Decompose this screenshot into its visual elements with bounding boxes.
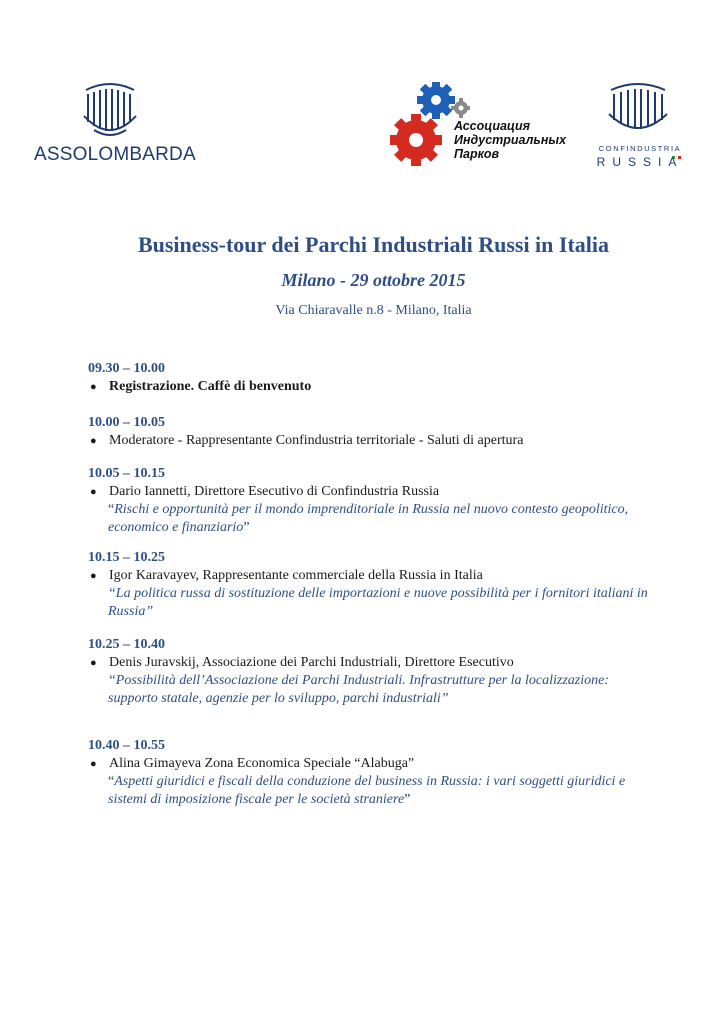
agenda-session bbox=[88, 465, 688, 537]
session-topic: economico e finanziario” bbox=[108, 520, 250, 535]
session-time: 10.00 – 10.05 bbox=[88, 415, 165, 430]
confindustria-russia-logo bbox=[594, 82, 686, 174]
session-topic: “La politica russa di sostituzione delle importazioni e nuove possibilità per i fornitori italiani in bbox=[108, 586, 648, 601]
agenda-session bbox=[88, 636, 688, 708]
bullet-icon: ● bbox=[90, 570, 97, 582]
assolombarda-wordmark: ASSOLOMBARDA bbox=[34, 144, 196, 165]
session-topic: “Aspetti giuridici e fiscali della conduzione del business in Russia: i vari soggetti giuridici e bbox=[108, 774, 626, 789]
italian-flag-icon bbox=[672, 146, 682, 149]
bullet-icon: ● bbox=[90, 435, 97, 447]
agenda-session bbox=[88, 414, 688, 450]
shell-emblem-icon bbox=[80, 82, 140, 142]
confindustria-wordmark: CONFINDUSTRIA bbox=[598, 144, 682, 153]
session-time: 10.05 – 10.15 bbox=[88, 466, 165, 481]
session-item: ● Registrazione. Caffè di benvenuto bbox=[90, 379, 312, 394]
assolombarda-logo bbox=[34, 82, 196, 168]
session-topic: supporto statale, agenzie per lo sviluppo, parchi industriali” bbox=[108, 691, 449, 706]
agenda-session bbox=[88, 549, 688, 621]
page-title: Business-tour dei Parchi Industriali Russi in Italia bbox=[137, 232, 610, 257]
session-topic: sistemi di imposizione fiscale per le società straniere” bbox=[108, 792, 411, 807]
russia-wordmark: RUSSIA bbox=[596, 155, 684, 169]
session-topic: “Possibilità dell’Associazione dei Parchi Industriali. Infrastrutture per la localizzazione: bbox=[108, 673, 610, 688]
bullet-icon: ● bbox=[90, 381, 97, 393]
session-time: 09.30 – 10.00 bbox=[88, 361, 165, 376]
session-item: ● Denis Juravskij, Associazione dei Parchi Industriali, Direttore Esecutivo bbox=[90, 655, 514, 670]
bullet-icon: ● bbox=[90, 758, 97, 770]
session-time: 10.15 – 10.25 bbox=[88, 550, 165, 565]
bullet-icon: ● bbox=[90, 486, 97, 498]
session-time: 10.25 – 10.40 bbox=[88, 637, 165, 652]
shell-emblem-icon bbox=[605, 82, 671, 140]
association-wordmark: Ассоциация Индустриальных Парков bbox=[454, 119, 567, 161]
session-item: ● Igor Karavayev, Rappresentante commerciale della Russia in Italia bbox=[90, 568, 483, 583]
session-item: ● Dario Iannetti, Direttore Esecutivo di Confindustria Russia bbox=[90, 484, 440, 499]
agenda-session bbox=[88, 360, 688, 396]
session-topic: “Rischi e opportunità per il mondo imprenditoriale in Russia nel nuovo contesto geopolitico, bbox=[108, 502, 629, 517]
event-address: Via Chiaravalle n.8 - Milano, Italia bbox=[275, 303, 472, 318]
session-time: 10.40 – 10.55 bbox=[88, 738, 165, 753]
event-date: Milano - 29 ottobre 2015 bbox=[281, 270, 466, 290]
session-item: ● Moderatore - Rappresentante Confindustria territoriale - Saluti di apertura bbox=[90, 433, 524, 448]
session-item: ● Alina Gimayeva Zona Economica Speciale “Alabuga” bbox=[90, 756, 415, 771]
session-topic: Russia” bbox=[108, 604, 154, 619]
bullet-icon: ● bbox=[90, 657, 97, 669]
industrial-parks-association-logo bbox=[390, 82, 575, 177]
agenda-session bbox=[88, 737, 688, 809]
